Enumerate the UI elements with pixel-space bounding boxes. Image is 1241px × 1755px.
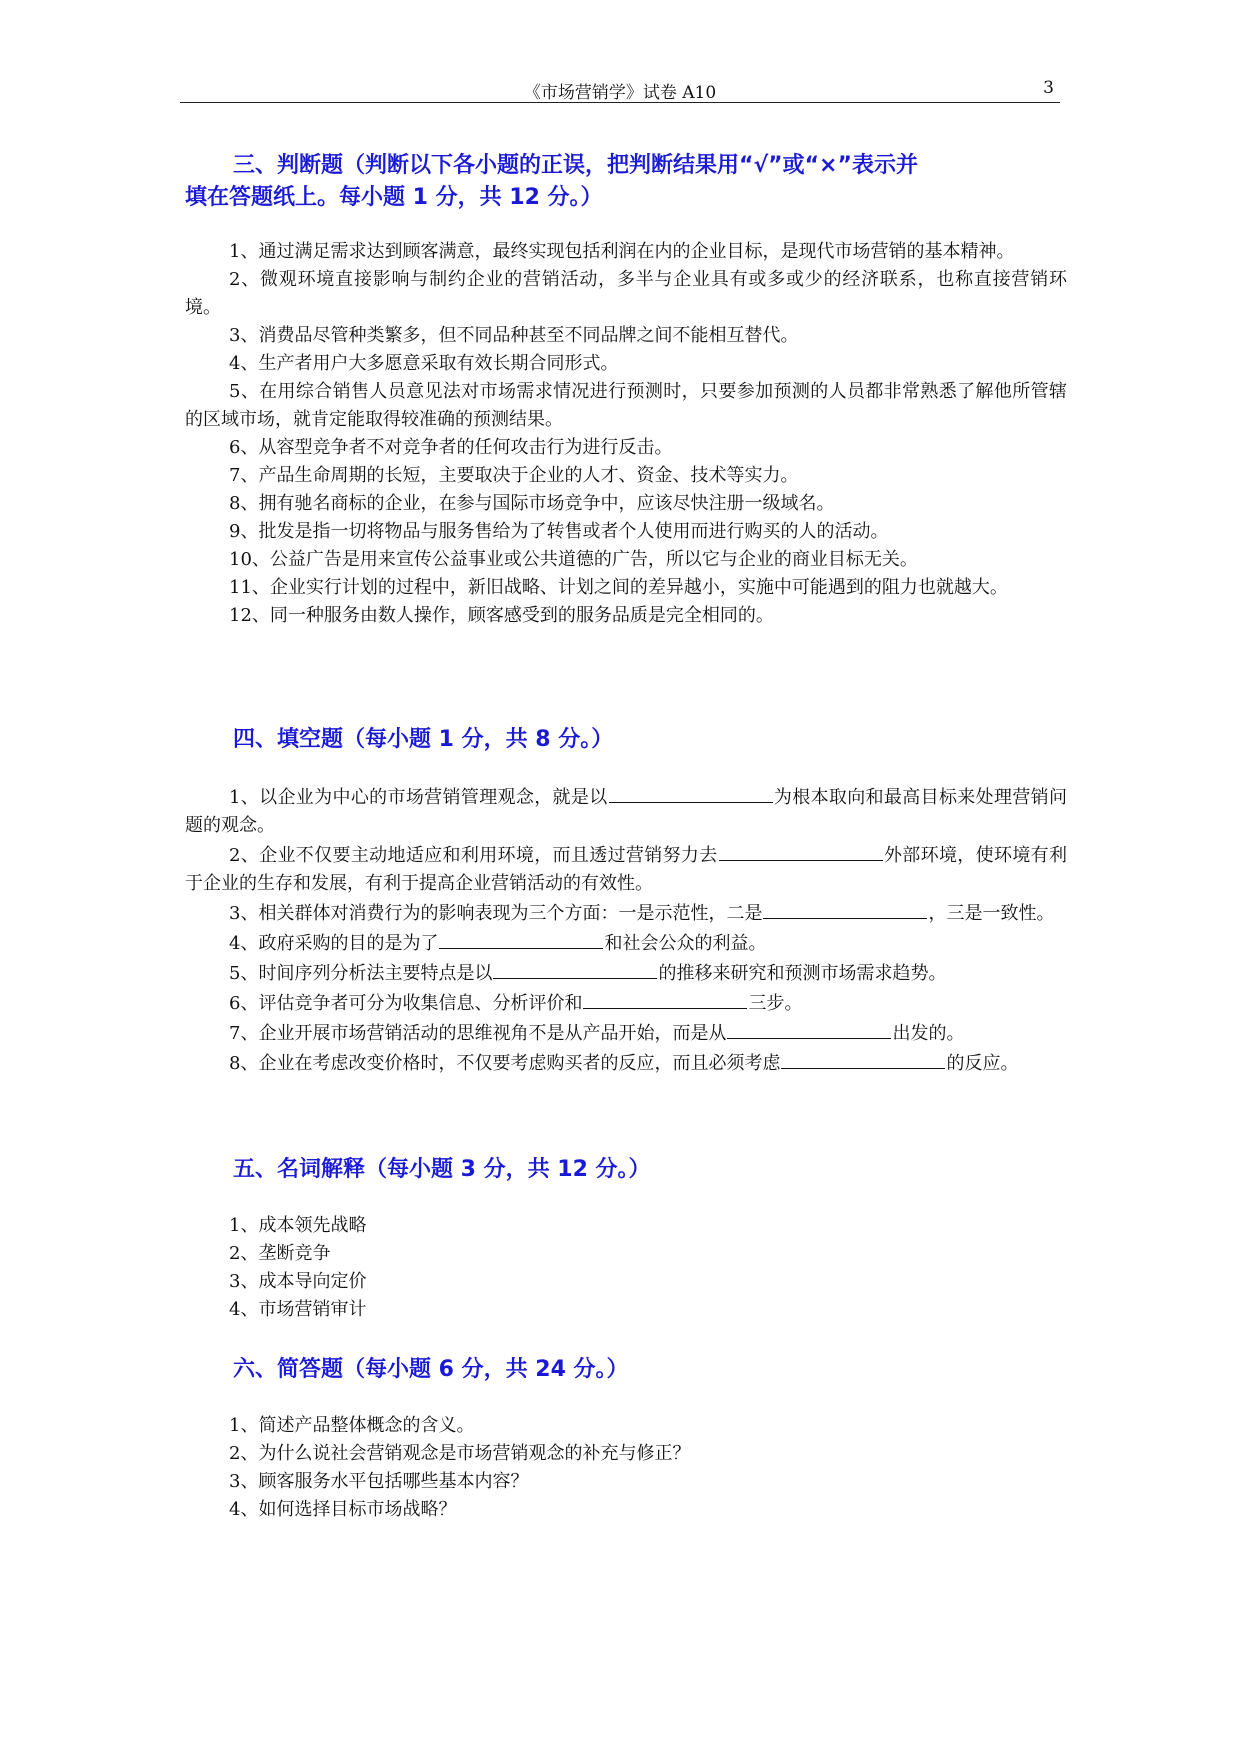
answer-blank: [439, 928, 603, 949]
fill-blank-text: 2、企业不仅要主动地适应和利用环境，而且透过营销努力去: [229, 845, 718, 866]
section4-heading: 四、填空题（每小题 1 分，共 8 分。）: [233, 727, 614, 752]
header-title: 《市场营销学》试卷 A10: [523, 83, 717, 103]
section5-heading: 五、名词解释（每小题 3 分，共 12 分。）: [233, 1157, 651, 1182]
fill-blank-text: 8、企业在考虑改变价格时，不仅要考虑购买者的反应，而且必须考虑: [229, 1053, 781, 1074]
term-item: 1、成本领先战略: [229, 1215, 367, 1236]
section3-heading-line2: 填在答题纸上。每小题 1 分，共 12 分。）: [185, 185, 603, 210]
term-item: 2、垄断竞争: [229, 1243, 331, 1264]
section6-heading: 六、简答题（每小题 6 分，共 24 分。）: [233, 1357, 629, 1382]
judgement-item: 6、从容型竞争者不对竞争者的任何攻击行为进行反击。: [229, 437, 673, 458]
fill-blank-text: 1、以企业为中心的市场营销管理观念，就是以: [229, 787, 608, 808]
section3-heading: [185, 150, 1065, 214]
fill-blank-text: 4、政府采购的目的是为了: [229, 933, 439, 954]
fill-blank-item: [185, 840, 1067, 898]
judgement-item: 7、产品生命周期的长短，主要取决于企业的人才、资金、技术等实力。: [229, 465, 799, 486]
section5-items: [185, 1212, 1067, 1324]
question-item: 1、简述产品整体概念的含义。: [229, 1415, 475, 1436]
judgement-item: 3、消费品尽管种类繁多，但不同品种甚至不同品牌之间不能相互替代。: [229, 325, 799, 346]
answer-blank: [781, 1048, 945, 1069]
judgement-item: 2、微观环境直接影响与制约企业的营销活动，多半与企业具有或多或少的经济联系，也称直接营销环境。: [185, 269, 1067, 318]
judgement-item: 12、同一种服务由数人操作，顾客感受到的服务品质是完全相同的。: [229, 605, 774, 626]
judgement-item: 5、在用综合销售人员意见法对市场需求情况进行预测时，只要参加预测的人员都非常熟悉了解他所管辖的区域市场，就肯定能取得较准确的预测结果。: [185, 381, 1067, 430]
term-item: 3、成本导向定价: [229, 1271, 367, 1292]
section3-heading-line1: 三、判断题（判断以下各小题的正误，把判断结果用“√”或“×”表示并: [233, 153, 918, 178]
fill-blank-item: [185, 782, 1067, 840]
judgement-item: 9、批发是指一切将物品与服务售给为了转售或者个人使用而进行购买的人的活动。: [229, 521, 889, 542]
fill-blank-text: 的推移来研究和预测市场需求趋势。: [658, 963, 947, 984]
section6-items: [185, 1412, 1067, 1524]
fill-blank-item: [185, 928, 1067, 958]
fill-blank-text: 出发的。: [892, 1023, 965, 1044]
answer-blank: [609, 782, 773, 803]
judgement-item: 11、企业实行计划的过程中，新旧战略、计划之间的差异越小，实施中可能遇到的阻力也就越大。: [229, 577, 1008, 598]
fill-blank-text: 三步。: [748, 993, 803, 1014]
fill-blank-text: 的反应。: [946, 1053, 1019, 1074]
fill-blank-text: 6、评估竞争者可分为收集信息、分析评价和: [229, 993, 583, 1014]
fill-blank-item: [185, 958, 1067, 988]
question-item: 3、顾客服务水平包括哪些基本内容？: [229, 1471, 529, 1492]
judgement-item: 1、通过满足需求达到顾客满意，最终实现包括利润在内的企业目标，是现代市场营销的基本精神。: [229, 241, 1015, 262]
term-item: 4、市场营销审计: [229, 1299, 367, 1320]
fill-blank-item: [185, 898, 1067, 928]
fill-blank-text: 5、时间序列分析法主要特点是以: [229, 963, 493, 984]
fill-blank-item: [185, 1018, 1067, 1048]
page-number: 3: [1043, 78, 1054, 98]
answer-blank: [719, 840, 883, 861]
fill-blank-text: 外部环境，使环境有利于企业的生存和发展，有利于提高企业营销活动的有效性。: [185, 845, 1067, 894]
page-header: [180, 76, 1060, 103]
judgement-item: 4、生产者用户大多愿意采取有效长期合同形式。: [229, 353, 619, 374]
fill-blank-text: 7、企业开展市场营销活动的思维视角不是从产品开始，而是从: [229, 1023, 727, 1044]
fill-blank-text: 和社会公众的利益。: [604, 933, 767, 954]
judgement-item: 10、公益广告是用来宣传公益事业或公共道德的广告，所以它与企业的商业目标无关。: [229, 549, 918, 570]
section3-items: [185, 238, 1067, 630]
answer-blank: [493, 958, 657, 979]
fill-blank-text: 为根本取向和最高目标来处理营销问题的观念。: [185, 787, 1068, 836]
fill-blank-text: 3、相关群体对消费行为的影响表现为三个方面：一是示范性，二是: [229, 903, 763, 924]
answer-blank: [727, 1018, 891, 1039]
answer-blank: [583, 988, 747, 1009]
judgement-item: 8、拥有驰名商标的企业，在参与国际市场竞争中，应该尽快注册一级域名。: [229, 493, 835, 514]
fill-blank-item: [185, 1048, 1067, 1078]
fill-blank-item: [185, 988, 1067, 1018]
answer-blank: [763, 898, 927, 919]
question-item: 2、为什么说社会营销观念是市场营销观念的补充与修正？: [229, 1443, 691, 1464]
fill-blank-text: ，三是一致性。: [928, 903, 1055, 924]
section4-items: [185, 782, 1067, 1078]
question-item: 4、如何选择目标市场战略？: [229, 1499, 457, 1520]
